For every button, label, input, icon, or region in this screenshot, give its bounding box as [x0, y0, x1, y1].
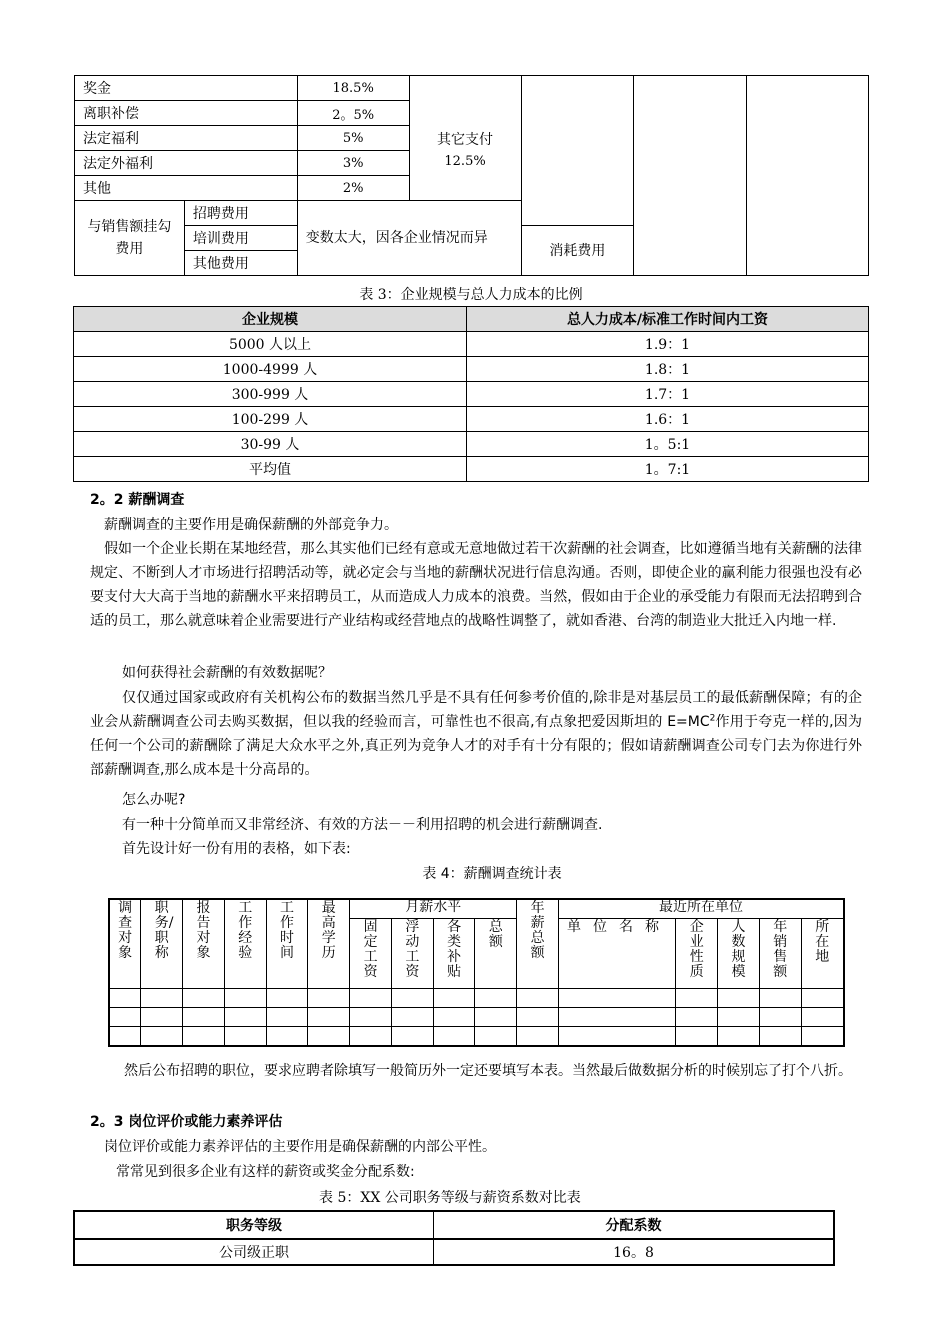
col-total: 总额 [475, 919, 517, 989]
column-header: 总人力成本/标准工作时间内工资 [467, 307, 869, 332]
scale-cost-table [73, 306, 869, 482]
col-floating-wage: 浮动工资 [391, 919, 433, 989]
superscript: 2 [709, 713, 716, 724]
table-row [74, 332, 869, 357]
paragraph: 岗位评价或能力素养评估的主要作用是确保薪酬的内部公平性。 [104, 1139, 496, 1155]
scale-cell: 1000-4999 人 [74, 357, 467, 382]
paragraph: 如何获得社会薪酬的有效数据呢？ [122, 665, 332, 681]
table3-caption: 表 3：企业规模与总人力成本的比例 [359, 287, 583, 303]
row-label: 法定外福利 [75, 151, 298, 176]
ratio-cell: 1.6：1 [467, 407, 869, 432]
scale-cell: 300-999 人 [74, 382, 467, 407]
row-value: 2。5% [297, 101, 409, 126]
paragraph-text: 作用于夸克一样的,因为任何一个公司的薪酬除了满足大众水平之外,真正列为竞争人才的对手有十分有限的；假如请薪酬调查公司专门去为你进行外部薪酬调查,那么成本是十分高昂的。 [90, 714, 862, 778]
sales-item: 其他费用 [184, 251, 297, 276]
sales-group-label: 与销售额挂勾费用 [75, 201, 185, 276]
table-row [109, 1027, 844, 1047]
row-value: 5% [297, 126, 409, 151]
table-row [74, 457, 869, 482]
other-payment-label: 其它支付 [437, 132, 494, 148]
col-company-type: 企业性质 [676, 919, 718, 989]
row-label: 其他 [75, 176, 298, 201]
paragraph: 常常见到很多企业有这样的薪资或奖金分配系数: [116, 1164, 415, 1180]
table5-caption: 表 5：XX 公司职务等级与薪资系数对比表 [319, 1190, 581, 1206]
cost-structure-table [74, 75, 869, 276]
column-header: 企业规模 [74, 307, 467, 332]
scale-cell: 5000 人以上 [74, 332, 467, 357]
scale-cell: 100-299 人 [74, 407, 467, 432]
table-row [74, 432, 869, 457]
scale-cell: 平均值 [74, 457, 467, 482]
ratio-cell: 1.7：1 [467, 382, 869, 407]
col-worktime: 工作时间 [266, 899, 308, 989]
paragraph: 首先设计好一份有用的表格，如下表: [122, 841, 351, 857]
col-report: 报告对象 [183, 899, 225, 989]
col-annual: 年薪总额 [517, 899, 559, 989]
column-header: 分配系数 [434, 1211, 835, 1239]
other-payment-cell [409, 76, 521, 201]
paragraph: 有一种十分简单而又非常经济、有效的方法－－利用招聘的机会进行薪酬调查. [122, 817, 603, 833]
col-education: 最高学历 [308, 899, 350, 989]
salary-survey-table [108, 898, 845, 1047]
empty-cell [634, 76, 747, 276]
empty-cell [521, 76, 634, 226]
table-row [74, 407, 869, 432]
row-label: 法定福利 [75, 126, 298, 151]
col-position: 职务/职称 [141, 899, 183, 989]
row-value: 2% [297, 176, 409, 201]
variable-note: 变数太大，因各企业情况而异 [297, 201, 521, 276]
table-row [109, 989, 844, 1008]
col-allowance: 各类补贴 [433, 919, 475, 989]
table4-caption: 表 4：薪酬调查统计表 [422, 866, 562, 882]
ratio-cell: 1.8：1 [467, 357, 869, 382]
paragraph: 薪酬调查的主要作用是确保薪酬的外部竞争力。 [104, 517, 398, 533]
sales-item: 招聘费用 [184, 201, 297, 226]
section-heading: 2。2 薪酬调查 [90, 492, 185, 508]
grade-coefficient-table [73, 1210, 835, 1266]
row-value: 18.5% [297, 76, 409, 101]
table-row [109, 1008, 844, 1027]
table-row [74, 1239, 834, 1265]
other-payment-value: 12.5% [444, 154, 486, 169]
sales-item: 培训费用 [184, 226, 297, 251]
col-company-name: 单位名称 [559, 919, 676, 989]
scale-cell: 30-99 人 [74, 432, 467, 457]
row-label: 离职补偿 [75, 101, 298, 126]
paragraph: 然后公布招聘的职位，要求应聘者除填写一般简历外一定还要填写本表。当然最后做数据分析的时候别忘了打个八折。 [124, 1063, 852, 1079]
paragraph: 假如一个企业长期在某地经营，那么其实他们已经有意或无意地做过若干次薪酬的社会调查，比如遵循当地有关薪酬的法律规定、不断到人才市场进行招聘活动等，就必定会与当地的薪酬状况进行信息沟通。否则，即使企业的赢利能力很强也没有必要支付大大高于当地的薪酬水平来招聘员工，从而造成人力成本的浪费。当然，假如由于企业的承受能力有限而无法招聘到合适的员工，那么就意味着企业需要进行产业结构或经营地点的战略性调整了，就如香港、台湾的制造业大批迁入内地一样. [90, 541, 862, 629]
col-annual-sales: 年销售额 [759, 919, 801, 989]
monthly-group-header: 月薪水平 [350, 899, 517, 919]
section-heading: 2。3 岗位评价或能力素养评估 [90, 1114, 283, 1130]
paragraph [90, 686, 862, 782]
col-experience: 工作经验 [224, 899, 266, 989]
empty-cell [747, 76, 869, 276]
ratio-cell: 1。7:1 [467, 457, 869, 482]
grade-cell: 公司级正职 [74, 1239, 434, 1265]
col-headcount: 人数规模 [718, 919, 760, 989]
row-label: 奖金 [75, 76, 298, 101]
col-location: 所在地 [801, 919, 844, 989]
table-row [74, 357, 869, 382]
col-fixed-wage: 固定工资 [350, 919, 392, 989]
paragraph: 怎么办呢? [122, 792, 186, 808]
recent-group-header: 最近所在单位 [559, 899, 844, 919]
consumption-label: 消耗费用 [521, 226, 634, 276]
ratio-cell: 1。5:1 [467, 432, 869, 457]
paragraph-text: 仅仅通过国家或政府有关机构公布的数据当然几乎是不具有任何参考价值的,除非是对基层员工的最低薪酬保障；有的企业会从薪酬调查公司去购买数据，但以我的经验而言，可靠性也不很高,有点象把爱因斯坦的 E=MC [90, 690, 862, 730]
row-value: 3% [297, 151, 409, 176]
column-header: 职务等级 [74, 1211, 434, 1239]
coef-cell: 16。8 [434, 1239, 835, 1265]
col-survey: 调查对象 [109, 899, 141, 989]
ratio-cell: 1.9：1 [467, 332, 869, 357]
table-row [74, 382, 869, 407]
